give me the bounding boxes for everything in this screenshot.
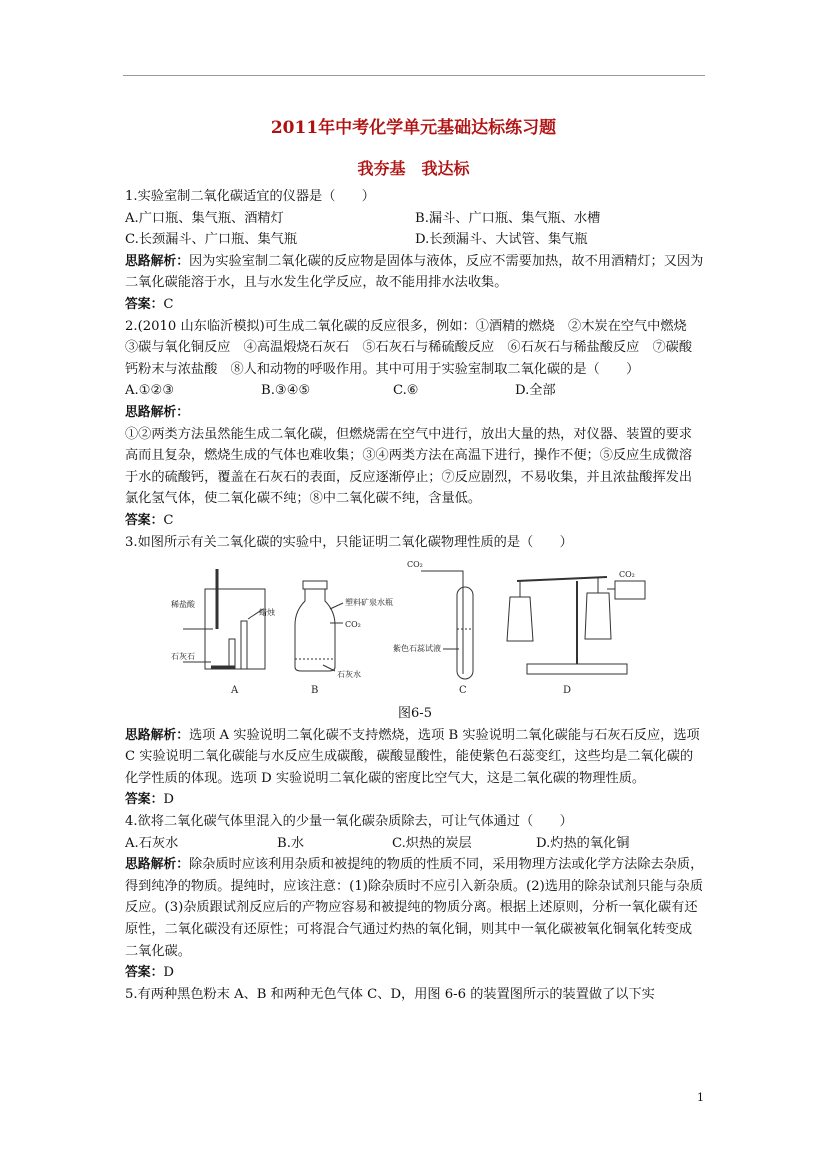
candle-short-icon [229, 639, 235, 669]
q2-stem: 2.(2010 山东临沂模拟)可生成二氧化碳的反应很多，例如：①酒精的燃烧 ②木炭在空气中燃烧 ③碳与氧化铜反应 ④高温煅烧石灰石 ⑤石灰石与稀硫酸反应 ⑥石灰石与稀盐酸反应 ⑦碳酸钙粉末与浓盐酸 ⑧人和动物的呼吸作用。其中可用于实验室制取二氧化碳的是（ ） [125, 318, 700, 377]
candle-tall-icon [241, 621, 247, 669]
q2-analysis-heading [125, 402, 705, 424]
q3-answer-value: D [163, 792, 174, 808]
apparatus-illustration [125, 559, 705, 699]
q4-options [125, 833, 705, 855]
q4-option-d: D.灼热的氧化铜 [536, 835, 630, 851]
panel-label-a: A [231, 685, 239, 697]
label-b-lime: 石灰水 [337, 670, 361, 680]
q3-answer [125, 789, 705, 811]
q4-answer [125, 962, 705, 984]
q1-options-row1 [125, 208, 705, 230]
q4-option-b: B.水 [277, 835, 305, 851]
section-subtitle: 我夯基 我达标 [357, 159, 470, 178]
q2-option-c: C.⑥ [393, 383, 419, 399]
page-number: 1 [697, 1091, 704, 1104]
balance-beam-icon [517, 577, 607, 581]
q4-option-a: A.石灰水 [125, 835, 179, 851]
document-body [125, 186, 705, 1005]
q3-answer-label: 答案： [125, 792, 164, 808]
q2-answer [125, 510, 705, 532]
q1-option-a: A.广口瓶、集气瓶、酒精灯 [125, 210, 284, 226]
balance-base-icon [527, 664, 627, 674]
q1-answer-value: C [163, 296, 174, 312]
test-tube-icon [457, 587, 473, 679]
q1-option-b: B.漏斗、广口瓶、集气瓶、水槽 [415, 210, 601, 226]
panel-label-d: D [563, 685, 572, 697]
bag-left-icon [507, 597, 533, 641]
q3-figure [125, 559, 705, 699]
q1-analysis [125, 251, 705, 294]
q3-stem: 3.如图所示有关二氧化碳的实验中，只能证明二氧化碳物理性质的是（ ） [125, 534, 573, 550]
q1-options-row2 [125, 229, 705, 251]
q3-analysis-label: 思路解析： [125, 727, 189, 743]
q2-option-b: B.③④⑤ [261, 383, 311, 399]
q4-answer-value: D [163, 965, 174, 981]
label-a-acid-1: 稀盐酸 [171, 600, 195, 610]
q4-answer-label: 答案： [125, 965, 164, 981]
q4-analysis-label: 思路解析： [125, 857, 189, 873]
q4-stem: 4.欲将二氧化碳气体里混入的少量一氧化碳杂质除去，可让气体通过（ ） [125, 814, 573, 830]
panel-label-b: B [311, 685, 319, 697]
q2-answer-label: 答案： [125, 512, 164, 528]
q2-analysis-label: 思路解析： [125, 404, 189, 420]
q1-answer-label: 答案： [125, 296, 164, 312]
label-c-litmus: 紫色石蕊试液 [393, 644, 441, 654]
gas-pipe-icon [435, 571, 463, 674]
q2-option-a: A.①②③ [125, 383, 175, 399]
q3-analysis-text: 选项 A 实验说明二氧化碳不支持燃烧，选项 B 实验说明二氧化碳能与石灰石反应，选项 C 实验说明二氧化碳能与水反应生成碳酸，碳酸显酸性，能使紫色石蕊变红，这些均是二氧化碳的化学性质的体现。选项 D 实验说明二氧化碳的密度比空气大，这是二氧化碳的物理性质。 [125, 727, 700, 786]
q1-option-c: C.长颈漏斗、广口瓶、集气瓶 [125, 232, 298, 248]
q2-analysis-text: ①②两类方法虽然能生成二氧化碳，但燃烧需在空气中进行，放出大量的热，对仪器、装置的要求高而且复杂，燃烧生成的气体也难收集；③④两类方法在高温下进行，操作不便；⑤反应生成微溶于水的硫酸钙，覆盖在石灰石的表面，反应逐渐停止；⑦反应剧烈，不易收集，并且浓盐酸挥发出氯化氢气体，使二氧化碳不纯；⑧中二氧化碳不纯，含量低。 [125, 426, 693, 507]
q1-answer [125, 294, 705, 316]
label-a-candle: 蜡烛 [259, 608, 275, 618]
q4-option-c: C.炽热的炭层 [392, 835, 472, 851]
q1-stem: 1.实验室制二氧化碳适宜的仪器是（ ） [125, 189, 375, 204]
label-b-bottle: 塑料矿泉水瓶 [345, 598, 393, 608]
gas-source-icon [615, 581, 645, 599]
label-b-co2: CO₂ [345, 620, 361, 630]
q2-answer-value: C [163, 512, 174, 528]
q2-options [125, 380, 705, 402]
panel-label-c: C [459, 685, 467, 697]
q5-stem: 5.有两种黑色粉末 A、B 和两种无色气体 C、D，用图 6-6 的装置图所示的装置做了以下实 [125, 986, 655, 1002]
q1-analysis-label: 思路解析： [125, 253, 189, 269]
label-d-co2: CO₂ [619, 570, 635, 580]
label-c-co2: CO₂ [407, 560, 423, 570]
header-rule [123, 75, 705, 76]
q2-option-d: D.全部 [515, 383, 556, 399]
label-a-stone: 石灰石 [171, 652, 195, 662]
bag-right-icon [585, 593, 611, 639]
q3-figure-caption: 图6-5 [398, 706, 432, 722]
page-title: 2011年中考化学单元基础达标练习题 [270, 118, 557, 138]
q1-option-d: D.长颈漏斗、大试管、集气瓶 [415, 232, 588, 248]
q4-analysis [125, 854, 705, 962]
q1-analysis-text: 因为实验室制二氧化碳的反应物是固体与液体，反应不需要加热，故不用酒精灯；又因为二氧化碳能溶于水，且与水发生化学反应，故不能用排水法收集。 [125, 253, 704, 291]
q4-analysis-text: 除杂质时应该利用杂质和被提纯的物质的性质不同，采用物理方法或化学方法除去杂质，得到纯净的物质。提纯时，应该注意：(1)除杂质时不应引入新杂质。(2)选用的除杂试剂只能与杂质反应。(3)杂质跟试剂反应后的产物应容易和被提纯的物质分离。根据上述原则，分析一氧化碳有还原性，二氧化碳没有还原性；可将混合气通过灼热的氧化铜，则其中一氧化碳被氧化铜氧化转变成二氧化碳。 [125, 857, 704, 959]
q3-analysis [125, 725, 705, 790]
